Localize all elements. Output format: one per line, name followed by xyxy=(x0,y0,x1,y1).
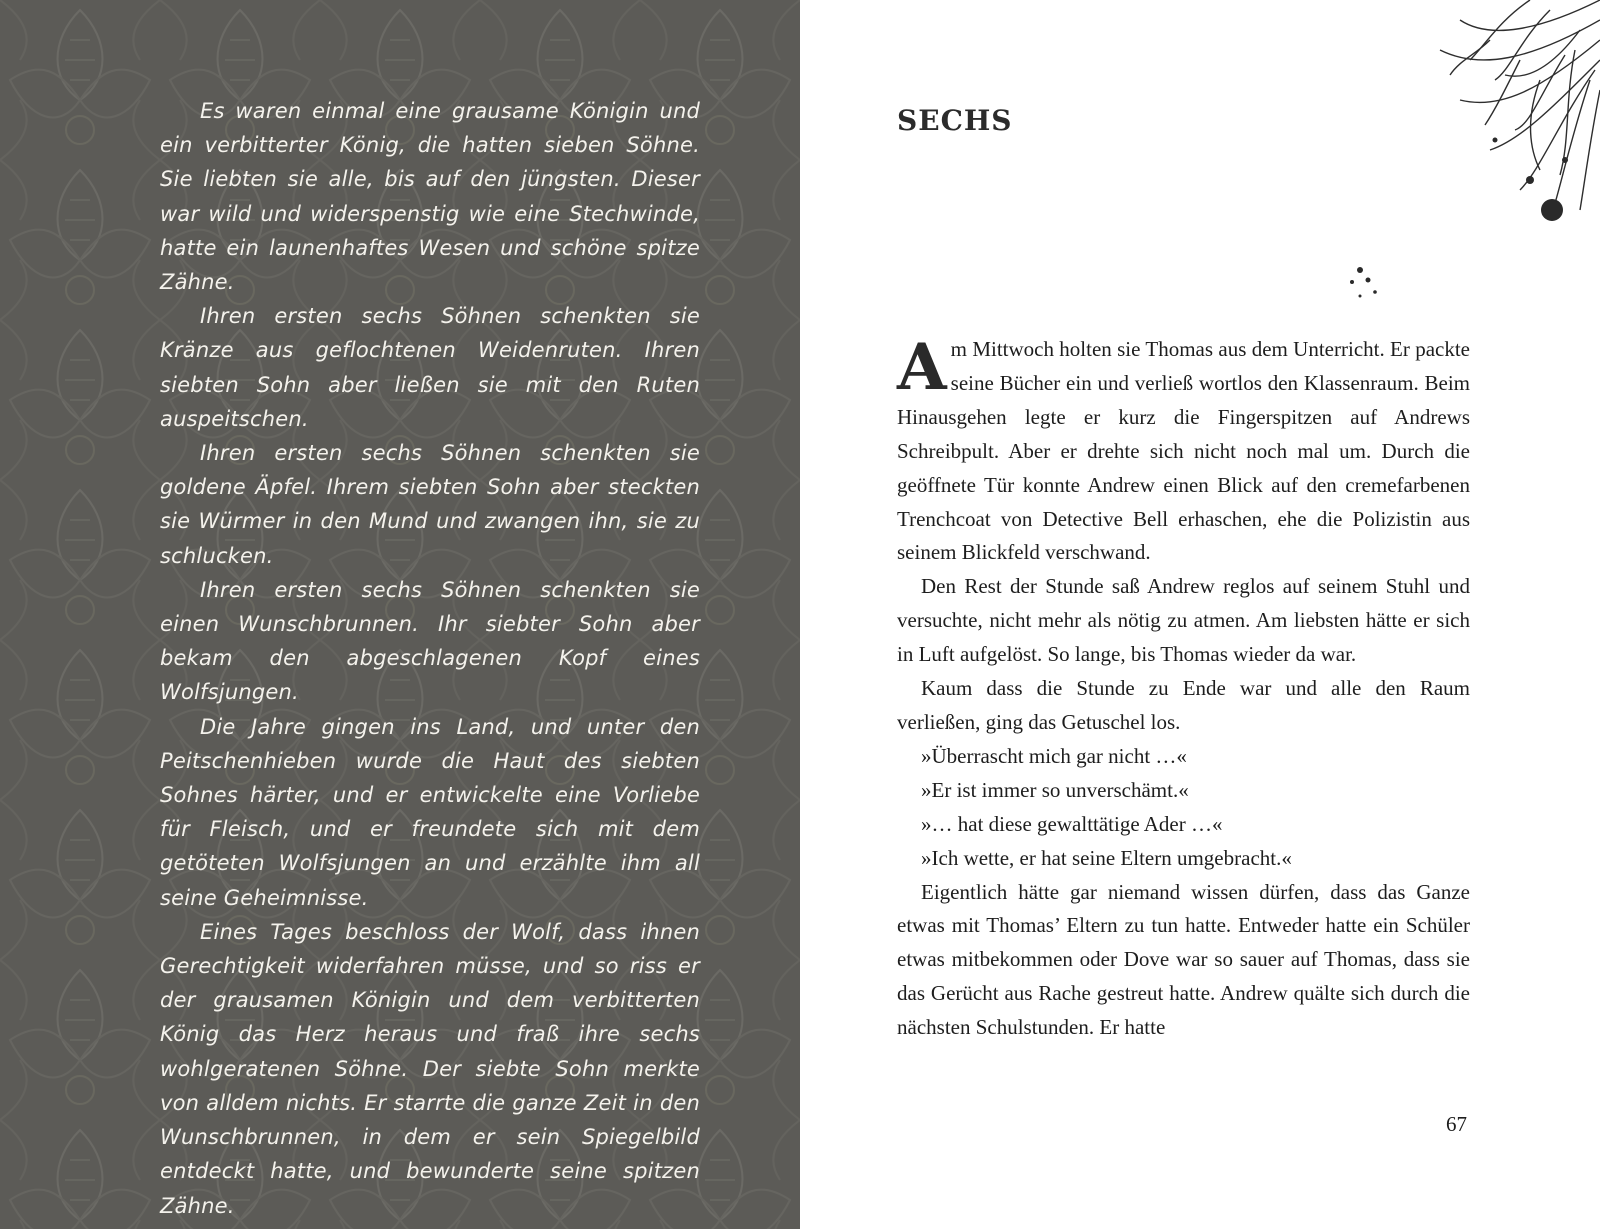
ink-tendrils-illustration-icon xyxy=(1290,0,1600,310)
drop-cap: A xyxy=(897,330,945,405)
first-paragraph-text: m Mittwoch holten sie Thomas aus dem Unterricht. Er packte seine Bücher ein und verließ wortlos den Klassenraum. Beim Hinausgehen legte er kurz die Fingerspitzen auf Andrews Schreibpult. Aber er drehte sich nicht noch mal um. Durch die geöffnete Tür konnte Andrew einen Blick auf den cremefarbenen Trenchcoat von Detective Bell erhaschen, ehe die Polizistin aus seinem Blickfeld verschwand. xyxy=(897,337,1470,565)
dialogue-line: »Ich wette, er hat seine Eltern umgebracht.« xyxy=(921,845,1292,870)
body-text xyxy=(897,330,1470,1045)
fairy-paragraph: Ihren ersten sechs Söhnen schenkten sie Kränze aus geflochtenen Weidenruten. Ihren siebten Sohn aber ließen sie mit den Ruten auspeitschen. xyxy=(160,304,700,431)
fairy-paragraph: Ihren ersten sechs Söhnen schenkten sie goldene Äpfel. Ihrem siebten Sohn aber steckten sie Würmer in den Mund und zwangen ihn, sie zu schlucken. xyxy=(160,441,700,568)
body-paragraph: Eigentlich hätte gar niemand wissen dürfen, dass das Ganze etwas mit Thomas’ Eltern zu tun hatte. Entweder hatte ein Schüler etwas mitbekommen oder Dove war so sauer auf Thomas, dass sie das Gerücht aus Rache gestreut hatte. Andrew quälte sich durch die nächsten Schulstunden. Er hatte xyxy=(897,879,1470,1040)
fairy-tale-text xyxy=(160,94,700,1223)
body-paragraph: Kaum dass die Stunde zu Ende war und alle den Raum verließen, ging das Getuschel los. xyxy=(897,676,1470,734)
right-page xyxy=(800,0,1600,1229)
fairy-paragraph: Ihren ersten sechs Söhnen schenkten sie einen Wunschbrunnen. Ihr siebter Sohn aber bekam den abgeschlagenen Kopf eines Wolfsjungen. xyxy=(160,577,700,705)
dialogue-line: »Überrascht mich gar nicht …« xyxy=(921,743,1187,768)
page-number: 67 xyxy=(1446,1112,1467,1136)
dialogue-line: »… hat diese gewalttätige Ader …« xyxy=(921,811,1223,836)
dialogue-line: »Er ist immer so unverschämt.« xyxy=(921,777,1189,802)
fairy-paragraph: Die Jahre gingen ins Land, und unter den Peitschenhieben wurde die Haut des siebten Sohnes härter, und er entwickelte eine Vorliebe für Fleisch, und er freundete sich mit dem getöteten Wolfsjungen an und erzählte ihm all seine Geheimnisse. xyxy=(160,714,700,910)
first-paragraph xyxy=(897,330,1470,570)
chapter-title: SECHS xyxy=(897,104,1013,137)
fairy-paragraph: Es waren einmal eine grausame Königin und ein verbitterter König, die hatten sieben Söhne. Sie liebten sie alle, bis auf den jüngsten. Dieser war wild und widerspenstig wie eine Stechwinde, hatte ein launenhaftes Wesen und schöne spitze Zähne. xyxy=(160,99,700,295)
body-paragraph: Den Rest der Stunde saß Andrew reglos auf seinem Stuhl und versuchte, nicht mehr als nötig zu atmen. Am liebsten hätte er sich in Luft aufgelöst. So lange, bis Thomas wieder da war. xyxy=(897,574,1470,667)
fairy-paragraph: Eines Tages beschloss der Wolf, dass ihnen Gerechtigkeit widerfahren müsse, und so riss er der grausamen Königin und dem verbitterten König das Herz heraus und fraß ihre sechs wohlgeratenen Söhne. Der siebte Sohn merkte von alldem nichts. Er starrte die ganze Zeit in den Wunschbrunnen, in dem er sein Spiegelbild entdeckt hatte, und bewunderte seine spitzen Zähne. xyxy=(160,919,700,1218)
